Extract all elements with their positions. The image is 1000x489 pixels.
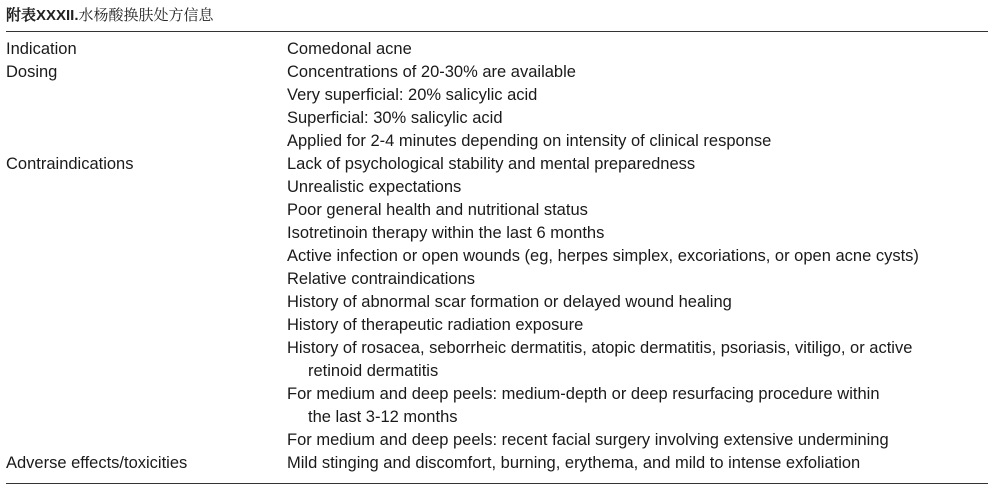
row-label: Contraindications [6,155,134,173]
detail-line: Lack of psychological stability and mental preparedness [287,155,696,173]
detail-line: Unrealistic expectations [287,178,462,196]
row-details [287,452,988,475]
detail-line: History of rosacea, seborrheic dermatitis, atopic dermatitis, psoriasis, vitiligo, or active [287,339,913,357]
table-caption-number: 附表XXXII. [6,7,79,24]
detail-line: Relative contraindications [287,270,476,288]
detail-line: Very superficial: 20% salicylic acid [287,86,538,104]
table-bottom-rule [6,483,988,484]
detail-line-continuation: the last 3-12 months [308,408,458,426]
prescribing-info-table [6,38,988,475]
table-row [6,153,988,452]
detail-line: Comedonal acne [287,40,412,58]
row-details [287,61,988,153]
row-details [287,38,988,61]
table-caption [6,6,214,26]
detail-line: Concentrations of 20-30% are available [287,63,576,81]
detail-line: Poor general health and nutritional status [287,201,588,219]
table-row [6,38,988,61]
row-details [287,153,988,452]
detail-line: For medium and deep peels: recent facial surgery involving extensive undermining [287,431,889,449]
detail-line: History of abnormal scar formation or delayed wound healing [287,293,732,311]
row-label: Dosing [6,63,58,81]
detail-line: Isotretinoin therapy within the last 6 months [287,224,605,242]
table-caption-title: 水杨酸换肤处方信息 [78,7,214,24]
detail-line: History of therapeutic radiation exposure [287,316,584,334]
detail-line: Superficial: 30% salicylic acid [287,109,503,127]
detail-line-continuation: retinoid dermatitis [308,362,439,380]
table-top-rule [6,31,988,32]
detail-line: Applied for 2-4 minutes depending on intensity of clinical response [287,132,772,150]
detail-line: For medium and deep peels: medium-depth or deep resurfacing procedure within [287,385,880,403]
row-label: Indication [6,40,77,58]
detail-line: Active infection or open wounds (eg, herpes simplex, excoriations, or open acne cysts) [287,247,919,265]
detail-line: Mild stinging and discomfort, burning, erythema, and mild to intense exfoliation [287,454,861,472]
table-row [6,452,988,475]
table-row [6,61,988,153]
row-label: Adverse effects/toxicities [6,454,188,472]
